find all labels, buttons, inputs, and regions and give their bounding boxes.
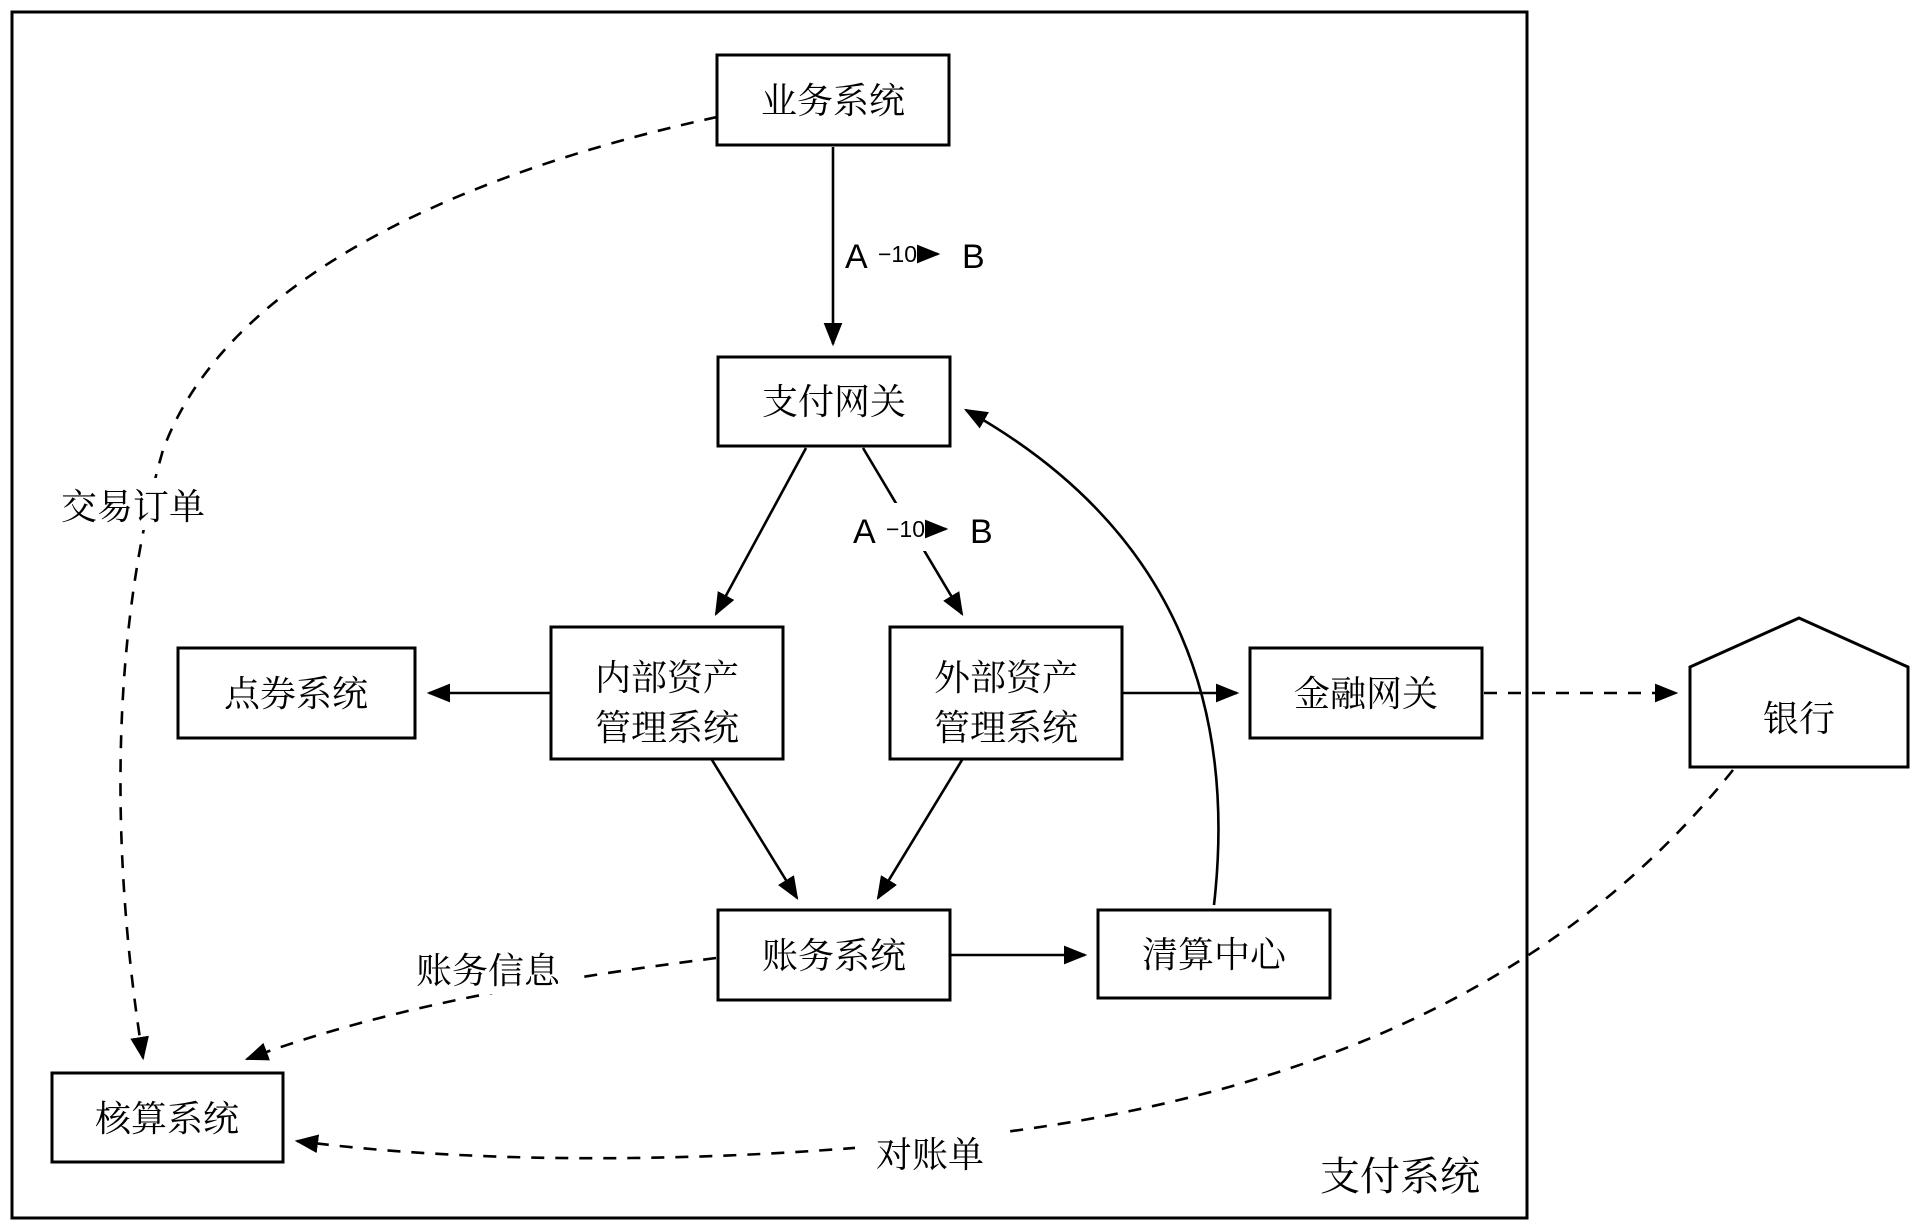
node-bank-label: 银行 bbox=[1762, 698, 1836, 739]
node-payment-gateway-label: 支付网关 bbox=[761, 381, 907, 422]
accounting-info-label-group bbox=[400, 942, 576, 994]
transfer-label-top-b: B bbox=[962, 238, 985, 276]
node-bookkeeping-system bbox=[718, 910, 950, 1000]
transfer-label-middle-amount: −10 bbox=[886, 516, 926, 542]
trade-order-label-group bbox=[48, 478, 218, 530]
node-voucher-system bbox=[178, 648, 415, 738]
transfer-label-middle-a: A bbox=[853, 513, 876, 551]
node-bookkeeping-system-label: 账务系统 bbox=[761, 935, 907, 976]
node-payment-gateway bbox=[718, 357, 950, 446]
node-business-system bbox=[717, 55, 949, 145]
node-internal-asset-line1: 内部资产 bbox=[594, 657, 740, 698]
transfer-label-top-a: A bbox=[845, 238, 868, 276]
node-external-asset-line1: 外部资产 bbox=[933, 657, 1079, 698]
node-bank bbox=[1690, 618, 1908, 767]
edge-trade-order-dashed bbox=[120, 117, 717, 1058]
edge-external-to-bookkeeping bbox=[878, 760, 962, 898]
transfer-label-middle bbox=[848, 503, 1006, 551]
node-finance-gateway-label: 金融网关 bbox=[1293, 673, 1439, 714]
statement-label: 对账单 bbox=[875, 1134, 985, 1175]
node-finance-gateway bbox=[1250, 648, 1482, 738]
payment-system-boundary-label: 支付系统 bbox=[1320, 1155, 1480, 1199]
node-external-asset-line2: 管理系统 bbox=[933, 707, 1079, 748]
transfer-label-middle-b: B bbox=[970, 513, 993, 551]
node-internal-asset-system bbox=[551, 627, 783, 759]
transfer-label-top-amount: −10 bbox=[878, 241, 918, 267]
bank-house-icon bbox=[1690, 618, 1908, 767]
edge-gateway-to-internal bbox=[716, 448, 806, 614]
node-external-asset-system bbox=[890, 627, 1122, 759]
trade-order-label: 交易订单 bbox=[60, 486, 206, 527]
node-reconciliation-system bbox=[52, 1073, 283, 1162]
node-clearing-center bbox=[1098, 910, 1330, 998]
node-clearing-center-label: 清算中心 bbox=[1141, 934, 1287, 975]
accounting-info-label: 账务信息 bbox=[415, 950, 561, 991]
edge-internal-to-bookkeeping bbox=[712, 760, 797, 898]
node-voucher-system-label: 点券系统 bbox=[223, 673, 369, 714]
statement-label-group bbox=[855, 1126, 1005, 1178]
node-business-system-label: 业务系统 bbox=[760, 80, 906, 121]
node-reconciliation-system-label: 核算系统 bbox=[94, 1098, 240, 1139]
node-internal-asset-line2: 管理系统 bbox=[594, 707, 740, 748]
transfer-label-top bbox=[840, 228, 998, 276]
payment-system-boundary bbox=[12, 12, 1527, 1218]
